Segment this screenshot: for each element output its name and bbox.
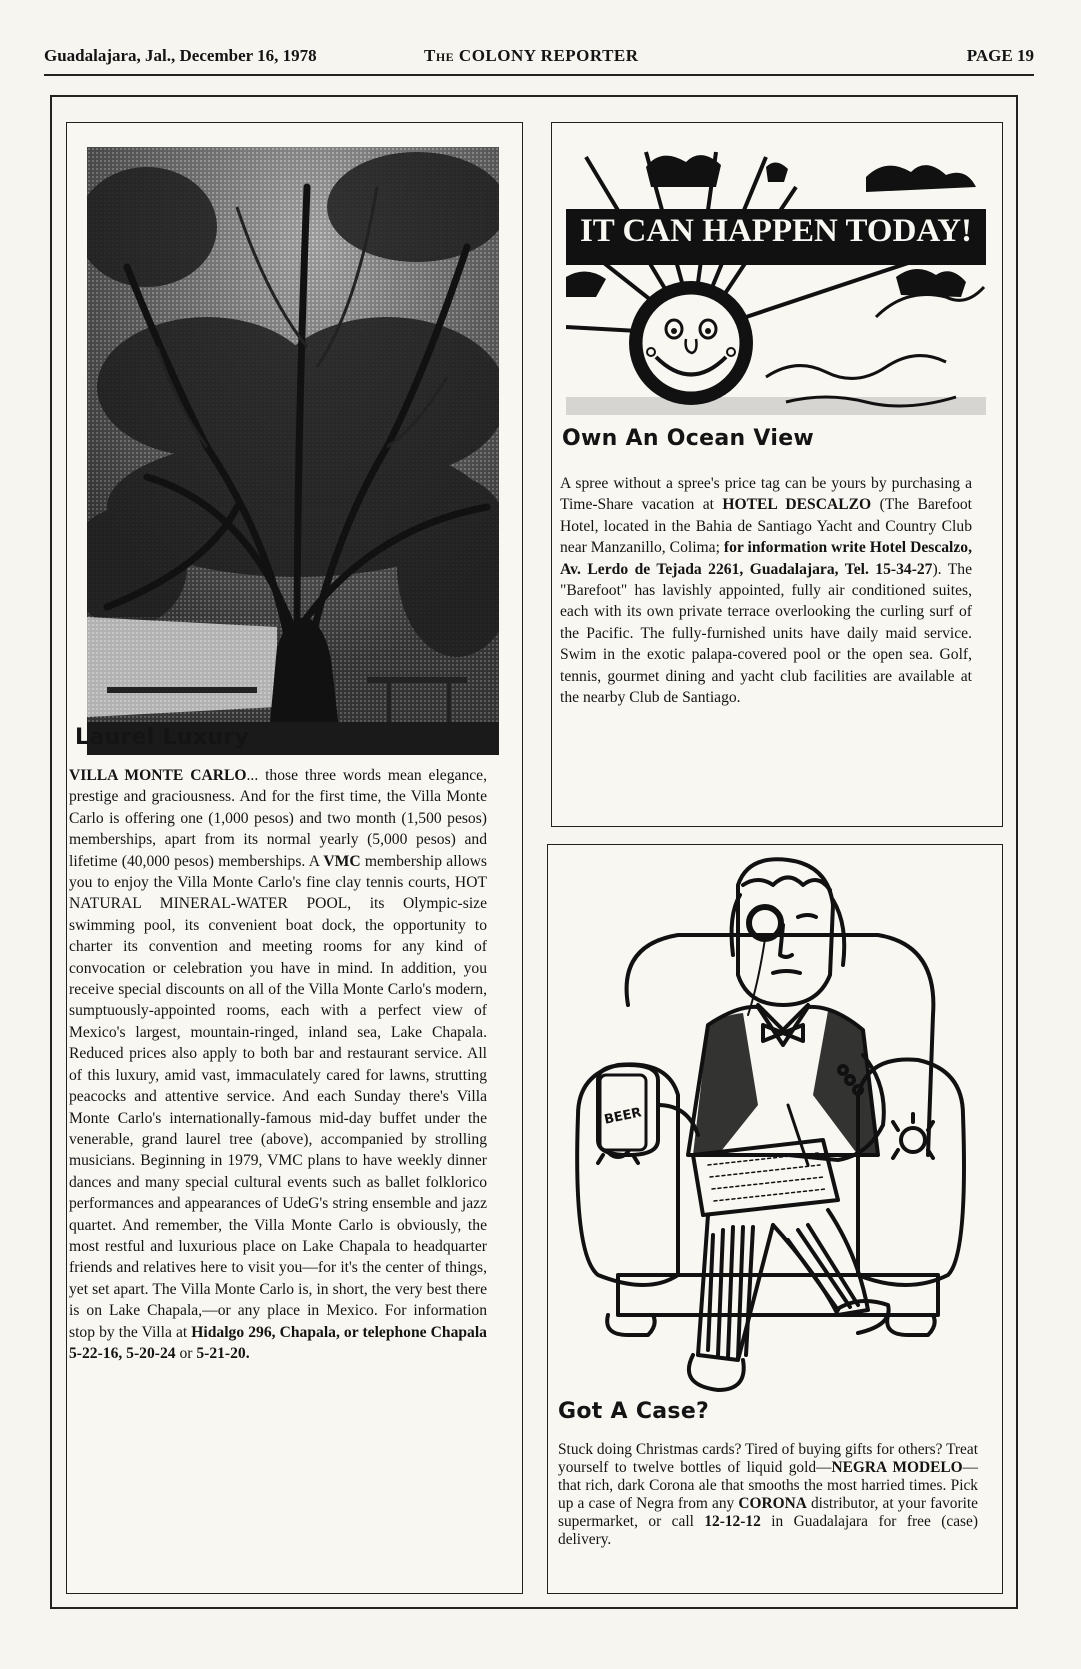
dateline: Guadalajara, Jal., December 16, 1978 (44, 46, 317, 65)
tree-image (87, 147, 499, 755)
ocean-view-article (551, 122, 1003, 827)
beer-can-label: BEER (602, 1105, 643, 1128)
case-text-1: Stuck doing Christmas cards? Tired of buying gifts for others? Treat yourself to twelve bottles of liquid gold— (558, 1441, 978, 1476)
case-phone: 12-12-12 (704, 1513, 761, 1530)
ocean-text-1: A spree without a spree's price tag can be yours by purchasing a Time-Share vacation at (560, 475, 972, 514)
laurel-headline: Laurel Luxury (75, 725, 250, 750)
negra-modelo: NEGRA MODELO (831, 1459, 963, 1476)
laurel-text-1: ... those three words mean elegance, prestige and graciousness. And for the first time, the Villa Monte Carlo is offering one (1,000 pesos) and two month (1,500 pesos) memberships, apart from its normal yearly (5,000 pesos) and lifetime (40,000 pesos) memberships. A (69, 767, 487, 870)
laurel-phone-last: 5-21-20. (196, 1344, 250, 1362)
case-text-4: in Guadalajara for free (case) delivery. (558, 1513, 978, 1548)
laurel-text-2: membership allows you to enjoy the Villa Monte Carlo's fine clay tennis courts, HOT NATURAL MINERAL-WATER POOL, its Olympic-size swimming pool, its convenient boat dock, the opportunity to charter its convention and meeting rooms for any kind of convocation or celebration you have in mind. In addition, you receive special discounts on all of the Villa Monte Carlo's modern, sumptuously-appointed rooms, each with a perfect view of Mexico's largest, mountain-ringed, inland sea, Lake Chapala. Reduced prices also apply to both bar and restaurant service. All of this luxury, amid vast, immaculately cared for lawns, strutting peacocks and attentive service. And each Sunday there's Villa Monte Carlo's internationally-famous mid-day buffet under the venerable, grand laurel tree (above), accompanied by strolling musicians. Beginning in 1979, VMC plans to have weekly dinner dances and many special cultural events such as ballet folklorico performances and appearances of UdeG's string ensemble and jazz quartet. And remember, the Villa Monte Carlo is obviously, the most restful and luxurious place on Lake Chapala to headquarter friends and relatives here to visit you—for it's the center of things, yet set apart. The Villa Monte Carlo is, in short, the very best there is on Lake Chapala,—or any place in Mexico. For information stop by the Villa at (69, 852, 487, 1341)
case-headline: Got A Case? (558, 1399, 710, 1424)
laurel-tree-photo (87, 147, 499, 755)
laurel-text-3: or (175, 1344, 197, 1362)
laurel-address: Hidalgo 296, Chapala, or telephone Chapala 5-22-16, 5-20-24 (69, 1323, 487, 1362)
laurel-luxury-article (66, 122, 523, 1594)
case-text-3: distributor, at your favorite supermarket, or call (558, 1495, 978, 1530)
banner-text: IT CAN HAPPEN TODAY! (579, 213, 973, 249)
sun-illustration (566, 147, 986, 415)
ocean-text-3: ). The "Barefoot" has lavishly appointed, fully air conditioned suites, each with its own private terrace overlooking the curling surf of the Pacific. The fully-furnished units have daily maid service. Swim in the exotic palapa-covered pool or the open sea. Golf, tennis, gourmet dining and yacht club facilities are available at the nearby Club de Santiago. (560, 560, 973, 707)
corona: CORONA (738, 1495, 807, 1512)
laurel-body (69, 765, 487, 1364)
masthead: The COLONY REPORTER (424, 46, 639, 65)
case-text-2: —that rich, dark Corona ale that smooths the most harried times. Pick up a case of Negra from any (558, 1459, 978, 1512)
got-a-case-article (547, 844, 1003, 1594)
page-number: PAGE 19 (966, 46, 1034, 65)
hotel-name: HOTEL DESCALZO (722, 496, 872, 514)
sun-image (566, 147, 986, 415)
armchair-cartoon (558, 855, 988, 1400)
hotel-info: for information write Hotel Descalzo, Av. Lerdo de Tejada 2261, Guadalajara, Tel. 15-34-27 (560, 539, 972, 578)
page-header (44, 44, 1034, 76)
case-body (558, 1441, 978, 1549)
ocean-text-2: (The Barefoot Hotel, located in the Bahia de Santiago Yacht and Country Club near Manzanillo, Colima; (560, 496, 973, 557)
laurel-lead: VILLA MONTE CARLO (69, 767, 247, 784)
vmc-label: VMC (323, 852, 361, 870)
ocean-headline: Own An Ocean View (562, 426, 815, 451)
reader-in-armchair-image (558, 855, 988, 1400)
ocean-body (560, 473, 972, 708)
